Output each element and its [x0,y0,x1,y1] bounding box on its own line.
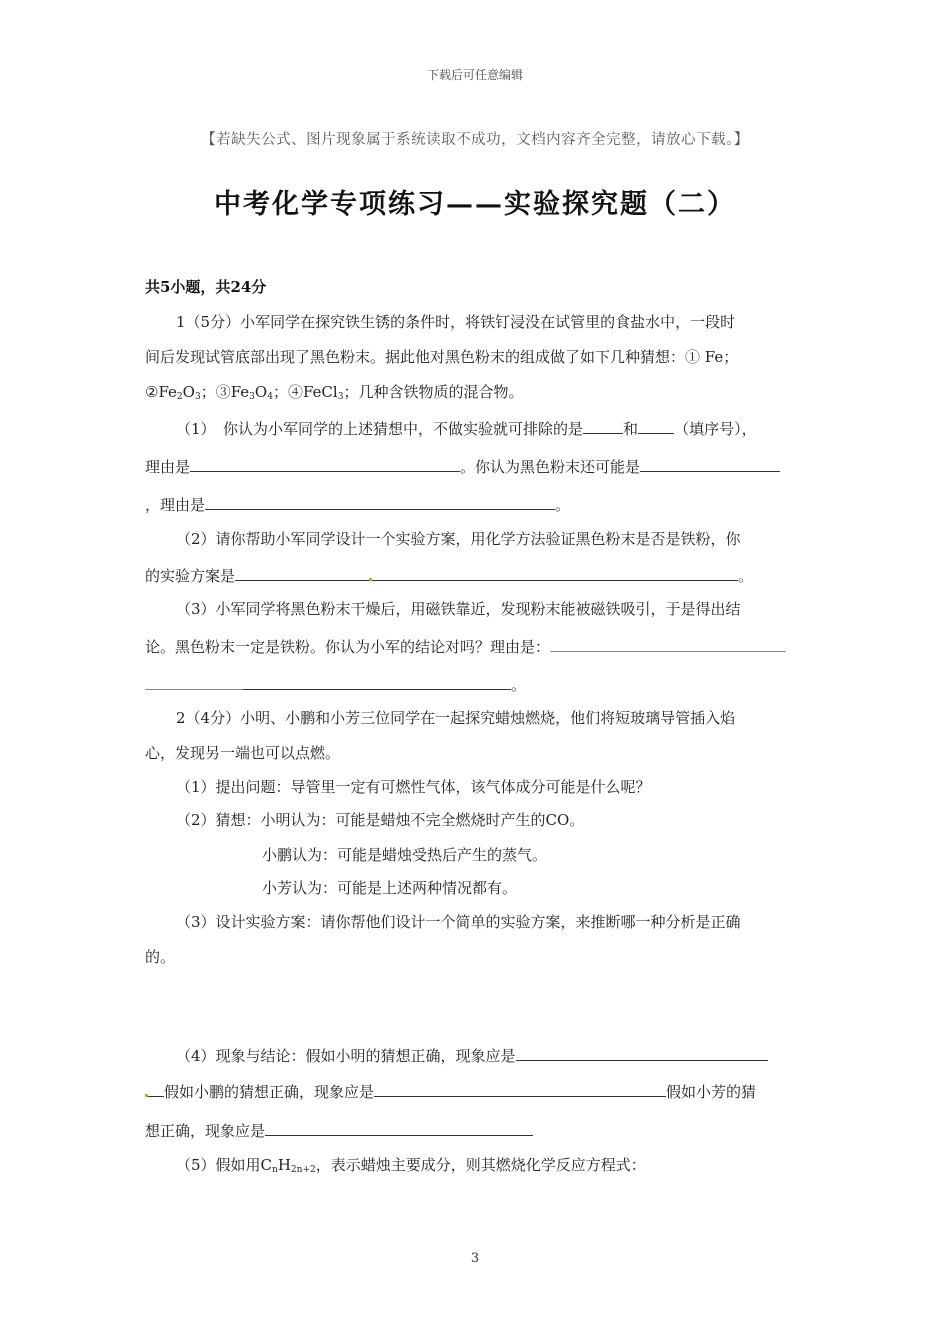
q2-part4-text: （4）现象与结论：假如小明的猜想正确，现象应是 [176,1047,516,1065]
q2-part2-guess-b: 小鹏认为：可能是蜡烛受热后产生的蒸气。 [262,846,548,864]
q2-part4-line-1 [176,1045,768,1066]
answer-blank[interactable] [550,636,786,652]
q1-formula-text: O [254,383,268,401]
q1-line-1: 1（5分）小军同学在探究铁生锈的条件时，将铁钉浸没在试管里的食盐水中，一段时 [176,313,736,331]
q1-part1-text: 。你认为黑色粉末还可能是 [460,458,641,476]
page-title: 中考化学专项练习——实验探究题（二） [214,189,736,220]
q1-part3-line-2 [145,636,786,657]
q1-part1-text: ，理由是 [145,496,206,514]
answer-blank[interactable] [374,1081,666,1097]
q1-part1-line-1 [176,418,757,439]
q1-part2-line-2 [145,565,753,586]
q2-part4-text: 假如小鹏的猜想正确，现象应是 [164,1083,375,1101]
answer-blank[interactable] [205,494,555,510]
q1-part3-line-3 [145,674,526,695]
q2-part4-text: 假如小芳的猜 [666,1083,757,1101]
q2-line-2: 心，发现另一端也可以点燃。 [145,744,341,762]
q2-part3-line-1: （3）设计实验方案：请你帮他们设计一个简单的实验方案，来推断哪一种分析是正确 [176,913,741,931]
q1-part1-text: 和 [623,420,639,438]
q2-part5-text: （5）假如用C [176,1156,273,1174]
header-note: 下载后可任意编辑 [426,68,523,82]
q2-formula-sub: n [272,1165,278,1175]
q2-part2: （2）猜想：小明认为：可能是蜡烛不完全燃烧时产生的CO。 [176,811,585,829]
q1-part3-text: 论。黑色粉末一定是铁粉。你认为小军的结论对吗？理由是： [145,638,551,656]
q2-part5 [176,1154,646,1175]
question-summary: 共5小题，共24分 [145,278,267,296]
q1-part1-text: （填序号）， [674,420,757,438]
q1-formula-sub: 3 [337,392,344,402]
q2-part3-line-2: 的。 [145,948,176,966]
answer-blank[interactable] [190,456,460,472]
answer-blank[interactable] [516,1045,768,1061]
answer-blank[interactable] [145,674,243,690]
q2-part1: （1）提出问题：导管里一定有可燃性气体，该气体成分可能是什么呢？ [176,778,651,796]
q2-part4-line-2 [145,1081,756,1102]
q1-formula-sub: 2 [176,392,183,402]
q1-part1-text: 。 [555,496,571,514]
q1-formula-sub: 4 [267,392,273,402]
answer-blank[interactable] [638,418,674,434]
q1-part2-text: 。 [738,567,754,585]
q2-part2-guess-c: 小芳认为：可能是上述两种情况都有。 [262,879,518,897]
q1-formula-text: ②Fe [145,383,177,401]
q2-line-1: 2（4分）小明、小鹏和小芳三位同学在一起探究蜡烛燃烧，他们将短玻璃导管插入焰 [176,709,736,727]
q1-line-2: 间后发现试管底部出现了黑色粉末。据此他对黑色粉末的组成做了如下几种猜想：① Fe； [145,348,739,366]
answer-blank[interactable] [583,418,623,434]
q1-formula-text: ；④FeCl [272,383,338,401]
answer-blank[interactable] [243,674,511,690]
q1-line-3 [145,381,523,402]
q1-formula-sub: 3 [194,392,201,402]
q1-formula-text: ；③Fe [200,383,250,401]
q2-part5-text: H [277,1156,291,1174]
q1-formula-text: O [182,383,195,401]
q1-part1-text: 理由是 [145,458,191,476]
q1-formula-sub: 3 [249,392,255,402]
q2-part4-text: 想正确，现象应是 [145,1122,266,1140]
q1-formula-text: ；几种含铁物质的混合物。 [343,383,524,401]
answer-blank[interactable] [265,1120,533,1136]
q2-formula-sub: 2n+2 [290,1165,316,1175]
answer-blank[interactable] [372,565,738,581]
page-number: 3 [470,1251,480,1266]
q2-part5-text: ，表示蜡烛主要成分，则其燃烧化学反应方程式： [315,1156,646,1174]
q1-part1-text: （1） 你认为小军同学的上述猜想中，不做实验就可排除的是 [176,420,584,438]
q2-part4-line-3 [145,1120,533,1141]
download-notice: 【若缺失公式、图片现象属于系统读取不成功，文档内容齐全完整，请放心下载。】 [201,132,749,148]
q1-part1-line-3 [145,494,570,515]
q1-part2-text: 的实验方案是 [145,567,236,585]
answer-blank[interactable] [235,565,369,581]
answer-blank[interactable] [148,1081,164,1097]
q1-part3-text: 。 [511,676,527,694]
q1-part1-line-2 [145,456,780,477]
answer-blank[interactable] [640,456,780,472]
q1-part2-line-1: （2）请你帮助小军同学设计一个实验方案，用化学方法验证黑色粉末是否是铁粉，你 [176,530,741,548]
q1-part3-line-1: （3）小军同学将黑色粉末干燥后，用磁铁靠近，发现粉末能被磁铁吸引，于是得出结 [176,600,741,618]
